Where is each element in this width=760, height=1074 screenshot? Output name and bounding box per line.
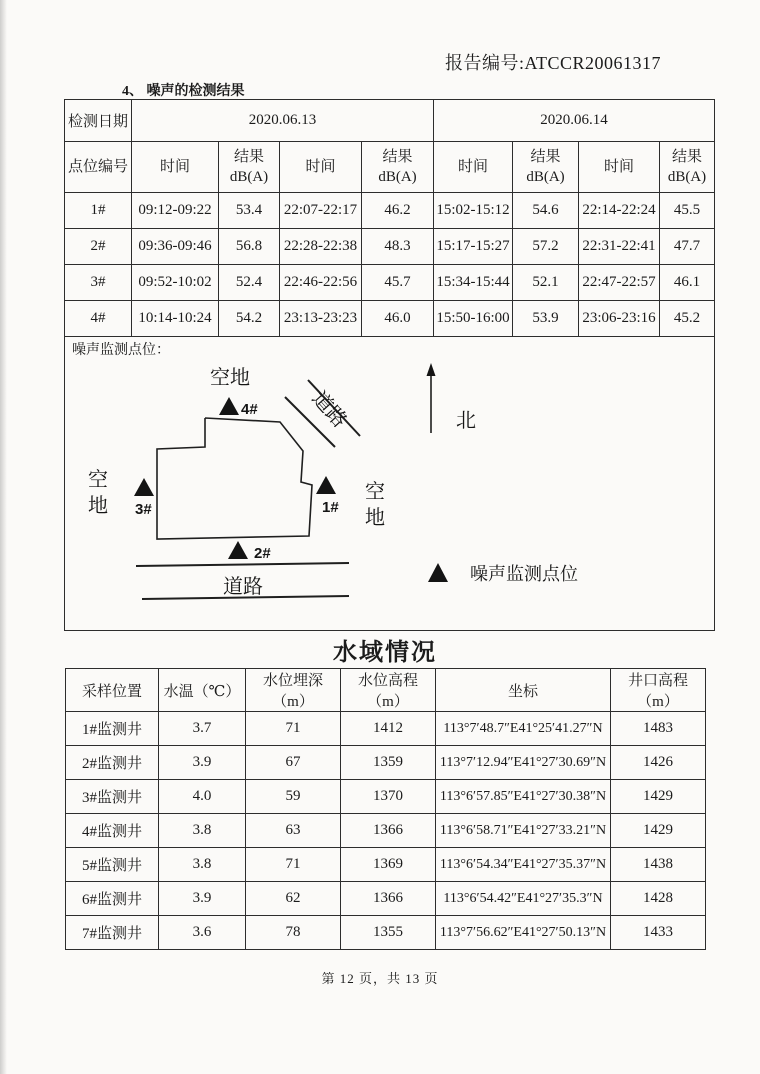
- data-cell: 62: [246, 882, 341, 916]
- coordinate-cell: 113°7′56.62″E41°27′50.13″N: [436, 916, 611, 950]
- data-cell: 53.9: [513, 301, 579, 337]
- table-row: [65, 142, 715, 193]
- date-row-label: 检测日期: [65, 100, 132, 142]
- data-cell: 1438: [611, 848, 706, 882]
- data-cell: 54.2: [219, 301, 280, 337]
- monitor-point-3-label: 3#: [134, 501, 152, 518]
- noise-results-table: [64, 99, 715, 631]
- table-row: [66, 814, 706, 848]
- water-section-title: 水域情况: [333, 640, 437, 666]
- data-cell: 1429: [611, 780, 706, 814]
- report-number: 报告编号:ATCCR20061317: [445, 53, 662, 73]
- data-cell: 53.4: [219, 193, 280, 229]
- table-row: [65, 100, 715, 142]
- data-cell: 1426: [611, 746, 706, 780]
- data-cell: 15:50-16:00: [434, 301, 513, 337]
- data-cell: 23:06-23:16: [579, 301, 660, 337]
- data-cell: 1355: [341, 916, 436, 950]
- data-cell: 56.8: [219, 229, 280, 265]
- coordinate-cell: 113°7′12.94″E41°27′30.69″N: [436, 746, 611, 780]
- page-number: 第 12 页，共 13 页: [321, 971, 439, 986]
- monitor-point-2-label: 2#: [253, 545, 271, 562]
- table-row: [65, 301, 715, 337]
- road-label-diagonal: 道路: [307, 387, 351, 432]
- road-line-bottom-1: [136, 563, 349, 566]
- data-cell: 22:14-22:24: [579, 193, 660, 229]
- result-header-label: 结果: [671, 148, 702, 165]
- data-cell: 1370: [341, 780, 436, 814]
- point-id-cell: 4#: [65, 301, 132, 337]
- monitor-point-1-icon: [316, 476, 336, 494]
- section-heading: 4、 噪声的检测结果: [122, 84, 245, 99]
- result-header-label: 结果: [382, 148, 413, 165]
- building-outline: [157, 418, 312, 539]
- open-land-label-right: 地: [364, 507, 385, 529]
- data-cell: 57.2: [513, 229, 579, 265]
- noise-table-body: [65, 193, 715, 337]
- data-cell: 47.7: [660, 229, 715, 265]
- monitor-point-1-label: 1#: [321, 499, 339, 516]
- data-cell: 09:12-09:22: [132, 193, 219, 229]
- table-row: [66, 746, 706, 780]
- site-diagram-cell: [65, 337, 715, 631]
- data-cell: 1412: [341, 712, 436, 746]
- water-table: [65, 668, 706, 950]
- well-id-cell: 6#监测井: [66, 882, 159, 916]
- point-id-cell: 1#: [65, 193, 132, 229]
- data-cell: 1366: [341, 882, 436, 916]
- well-id-cell: 7#监测井: [66, 916, 159, 950]
- data-cell: 52.4: [219, 265, 280, 301]
- date-cell: 2020.06.14: [434, 100, 715, 142]
- data-cell: 22:31-22:41: [579, 229, 660, 265]
- table-row: [66, 916, 706, 950]
- data-cell: 4.0: [159, 780, 246, 814]
- result-header: [660, 142, 715, 193]
- data-cell: 3.6: [159, 916, 246, 950]
- data-cell: 1369: [341, 848, 436, 882]
- result-header-label: 结果: [233, 148, 264, 165]
- col-header-water-depth: 水位埋深（m）: [246, 669, 341, 712]
- table-row: [65, 193, 715, 229]
- result-header-unit: dB(A): [229, 169, 269, 185]
- result-header-unit: dB(A): [667, 169, 707, 185]
- data-cell: 1429: [611, 814, 706, 848]
- data-cell: 15:34-15:44: [434, 265, 513, 301]
- data-cell: 45.2: [660, 301, 715, 337]
- col-header-sample-location: 采样位置: [66, 669, 159, 712]
- data-cell: 46.0: [362, 301, 434, 337]
- monitor-point-4-label: 4#: [240, 401, 258, 418]
- table-row: [66, 848, 706, 882]
- data-cell: 3.9: [159, 746, 246, 780]
- road-label-bottom: 道路: [222, 576, 263, 598]
- coordinate-cell: 113°6′54.34″E41°27′35.37″N: [436, 848, 611, 882]
- table-row: [65, 337, 715, 631]
- data-cell: 15:17-15:27: [434, 229, 513, 265]
- point-col-header: 点位编号: [65, 142, 132, 193]
- time-header: 时间: [434, 142, 513, 193]
- data-cell: 22:28-22:38: [280, 229, 362, 265]
- data-cell: 67: [246, 746, 341, 780]
- table-row: [66, 780, 706, 814]
- data-cell: 3.7: [159, 712, 246, 746]
- table-row: [66, 712, 706, 746]
- coordinate-cell: 113°6′57.85″E41°27′30.38″N: [436, 780, 611, 814]
- open-land-label-left: 空: [87, 469, 108, 491]
- data-cell: 46.1: [660, 265, 715, 301]
- well-id-cell: 3#监测井: [66, 780, 159, 814]
- col-header-water-temp: 水温（℃）: [159, 669, 246, 712]
- coordinate-cell: 113°6′54.42″E41°27′35.3″N: [436, 882, 611, 916]
- data-cell: 1483: [611, 712, 706, 746]
- point-id-cell: 2#: [65, 229, 132, 265]
- monitor-point-2-icon: [228, 541, 248, 559]
- result-header: [362, 142, 434, 193]
- coordinate-cell: 113°6′58.71″E41°27′33.21″N: [436, 814, 611, 848]
- data-cell: 1433: [611, 916, 706, 950]
- data-cell: 71: [246, 848, 341, 882]
- data-cell: 45.7: [362, 265, 434, 301]
- result-header-unit: dB(A): [378, 169, 417, 185]
- col-header-water-elevation: 水位高程（m）: [341, 669, 436, 712]
- result-header-unit: dB(A): [526, 169, 565, 185]
- coordinate-cell: 113°7′48.7″E41°25′41.27″N: [436, 712, 611, 746]
- data-cell: 59: [246, 780, 341, 814]
- north-label: 北: [455, 410, 476, 432]
- point-id-cell: 3#: [65, 265, 132, 301]
- col-header-wellhead-elevation: 井口高程（m）: [611, 669, 706, 712]
- monitor-point-4-icon: [219, 397, 239, 415]
- data-cell: 22:47-22:57: [579, 265, 660, 301]
- data-cell: 52.1: [513, 265, 579, 301]
- data-cell: 54.6: [513, 193, 579, 229]
- diagram-caption: 噪声监测点位：: [71, 343, 170, 358]
- monitor-point-3-icon: [134, 478, 154, 496]
- data-cell: 48.3: [362, 229, 434, 265]
- data-cell: 3.8: [159, 848, 246, 882]
- data-cell: 22:46-22:56: [280, 265, 362, 301]
- legend-triangle-icon: [428, 563, 448, 582]
- noise-point-diagram: [67, 337, 713, 625]
- well-id-cell: 4#监测井: [66, 814, 159, 848]
- data-cell: 22:07-22:17: [280, 193, 362, 229]
- data-cell: 1359: [341, 746, 436, 780]
- well-id-cell: 1#监测井: [66, 712, 159, 746]
- data-cell: 15:02-15:12: [434, 193, 513, 229]
- table-row: [66, 669, 706, 712]
- data-cell: 3.8: [159, 814, 246, 848]
- table-row: [65, 265, 715, 301]
- data-cell: 23:13-23:23: [280, 301, 362, 337]
- data-cell: 10:14-10:24: [132, 301, 219, 337]
- data-cell: 3.9: [159, 882, 246, 916]
- data-cell: 1366: [341, 814, 436, 848]
- data-cell: 45.5: [660, 193, 715, 229]
- data-cell: 1428: [611, 882, 706, 916]
- data-cell: 78: [246, 916, 341, 950]
- result-header: [513, 142, 579, 193]
- water-table-body: [66, 712, 706, 950]
- data-cell: 63: [246, 814, 341, 848]
- data-cell: 09:36-09:46: [132, 229, 219, 265]
- date-cell: 2020.06.13: [132, 100, 434, 142]
- time-header: 时间: [280, 142, 362, 193]
- open-land-label-right: 空: [364, 481, 385, 503]
- well-id-cell: 5#监测井: [66, 848, 159, 882]
- legend-label: 噪声监测点位: [469, 564, 578, 584]
- table-row: [65, 229, 715, 265]
- col-header-coordinates: 坐标: [436, 669, 611, 712]
- open-land-label-left: 地: [87, 495, 108, 517]
- data-cell: 46.2: [362, 193, 434, 229]
- table-row: [66, 882, 706, 916]
- data-cell: 09:52-10:02: [132, 265, 219, 301]
- well-id-cell: 2#监测井: [66, 746, 159, 780]
- result-header-label: 结果: [530, 148, 561, 165]
- data-cell: 71: [246, 712, 341, 746]
- result-header: [219, 142, 280, 193]
- time-header: 时间: [579, 142, 660, 193]
- time-header: 时间: [132, 142, 219, 193]
- north-arrow-head-icon: [426, 363, 435, 376]
- open-land-label-top: 空地: [209, 367, 250, 389]
